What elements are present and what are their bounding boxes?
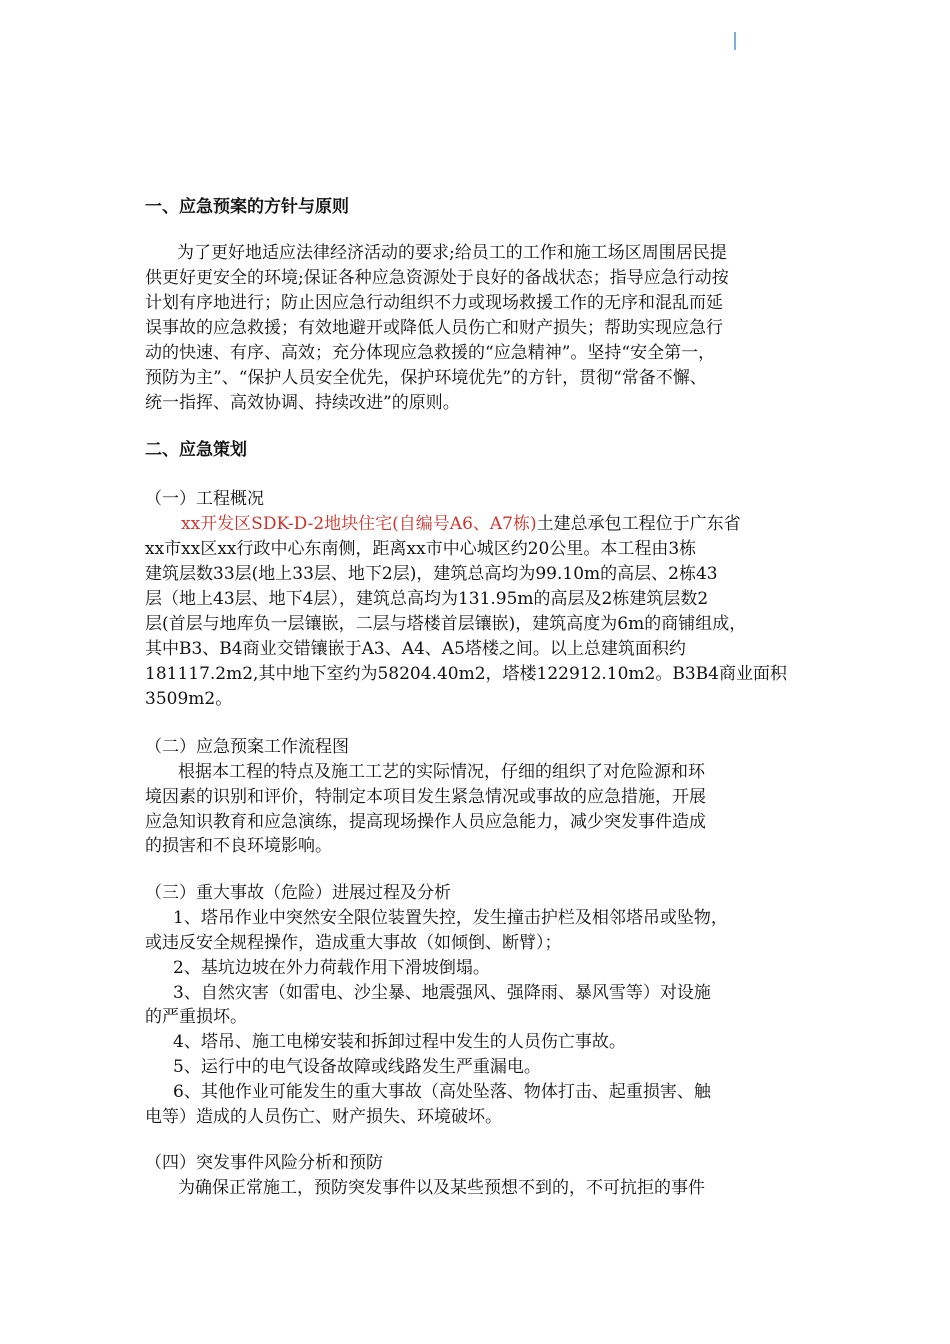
overview-line-5: 层(首层与地库负一层镶嵌，二层与塔楼首层镶嵌)，建筑高度为6m的商铺组成， bbox=[145, 614, 747, 634]
overview-line-6: 其中B3、B4商业交错镶嵌于A3、A4、A5塔楼之间。以上总建筑面积约 bbox=[145, 639, 686, 659]
overview-line-3: 建筑层数33层(地上33层、地下2层)，建筑总高均为99.10m的高层、2栋43 bbox=[145, 564, 718, 584]
subheading-overview: （一）工程概况 bbox=[145, 489, 264, 509]
accident-item-4: 4、塔吊、施工电梯安装和拆卸过程中发生的人员伤亡事故。 bbox=[173, 1032, 626, 1052]
flowchart-line-1: 根据本工程的特点及施工工艺的实际情况，仔细的组织了对危险源和环 bbox=[178, 762, 705, 782]
policy-line-5: 动的快速、有序、高效；充分体现应急救援的“应急精神”。坚持“安全第一， bbox=[145, 343, 716, 363]
policy-line-2: 供更好更安全的环境;保证各种应急资源处于良好的备战状态；指导应急行动按 bbox=[145, 268, 729, 288]
overview-line-4: 层（地上43层、地下4层），建筑总高均为131.95m的高层及2栋建筑层数2 bbox=[145, 589, 709, 609]
policy-line-6: 预防为主”、“保护人员安全优先，保护环境优先”的方针，贯彻“常备不懈、 bbox=[145, 368, 707, 388]
overview-line-1 bbox=[181, 511, 741, 537]
overview-line-8: 3509m2。 bbox=[145, 689, 233, 709]
heading-policy: 一、应急预案的方针与原则 bbox=[145, 197, 349, 217]
policy-line-3: 计划有序地进行；防止因应急行动组织不力或现场救援工作的无序和混乱而延 bbox=[145, 293, 723, 313]
policy-line-7: 统一指挥、高效协调、持续改进”的原则。 bbox=[145, 393, 460, 413]
flowchart-line-3: 应急知识教育和应急演练，提高现场操作人员应急能力，减少突发事件造成 bbox=[145, 812, 706, 832]
subheading-flowchart: （二）应急预案工作流程图 bbox=[145, 737, 349, 757]
risk-line-1: 为确保正常施工，预防突发事件以及某些预想不到的，不可抗拒的事件 bbox=[178, 1178, 705, 1198]
accident-item-3-cont: 的严重损坏。 bbox=[145, 1007, 247, 1027]
heading-planning: 二、应急策划 bbox=[145, 440, 247, 460]
accident-item-6: 6、其他作业可能发生的重大事故（高处坠落、物体打击、起重损害、触 bbox=[173, 1082, 711, 1102]
flowchart-line-4: 的损害和不良环境影响。 bbox=[145, 836, 332, 856]
subheading-accidents: （三）重大事故（危险）进展过程及分析 bbox=[145, 883, 451, 903]
accident-item-2: 2、基坑边坡在外力荷载作用下滑坡倒塌。 bbox=[173, 958, 490, 978]
policy-line-4: 误事故的应急救援；有效地避开或降低人员伤亡和财产损失；帮助实现应急行 bbox=[145, 318, 723, 338]
cursor-mark bbox=[734, 32, 736, 50]
flowchart-line-2: 境因素的识别和评价，特制定本项目发生紧急情况或事故的应急措施，开展 bbox=[145, 787, 706, 807]
project-name: xx开发区SDK-D-2地块住宅(自编号A6、A7栋) bbox=[181, 514, 537, 534]
overview-line-7: 181117.2m2,其中地下室约为58204.40m2，塔楼122912.10m2。B3B4商业面积 bbox=[145, 664, 787, 684]
subheading-risk: （四）突发事件风险分析和预防 bbox=[145, 1153, 383, 1173]
accident-item-3: 3、自然灾害（如雷电、沙尘暴、地震强风、强降雨、暴风雪等）对设施 bbox=[173, 983, 711, 1003]
overview-line-2: xx市xx区xx行政中心东南侧，距离xx市中心城区约20公里。本工程由3栋 bbox=[145, 539, 697, 559]
accident-item-1: 1、塔吊作业中突然安全限位装置失控，发生撞击护栏及相邻塔吊或坠物， bbox=[173, 908, 728, 928]
accident-item-6-cont: 电等）造成的人员伤亡、财产损失、环境破坏。 bbox=[145, 1107, 502, 1127]
policy-line-1: 为了更好地适应法律经济活动的要求;给员工的工作和施工场区周围居民提 bbox=[177, 243, 727, 263]
accident-item-5: 5、运行中的电气设备故障或线路发生严重漏电。 bbox=[173, 1057, 541, 1077]
overview-line-1-rest: 土建总承包工程位于广东省 bbox=[536, 514, 741, 534]
accident-item-1-cont: 或违反安全规程操作，造成重大事故（如倾倒、断臂）； bbox=[145, 933, 562, 953]
